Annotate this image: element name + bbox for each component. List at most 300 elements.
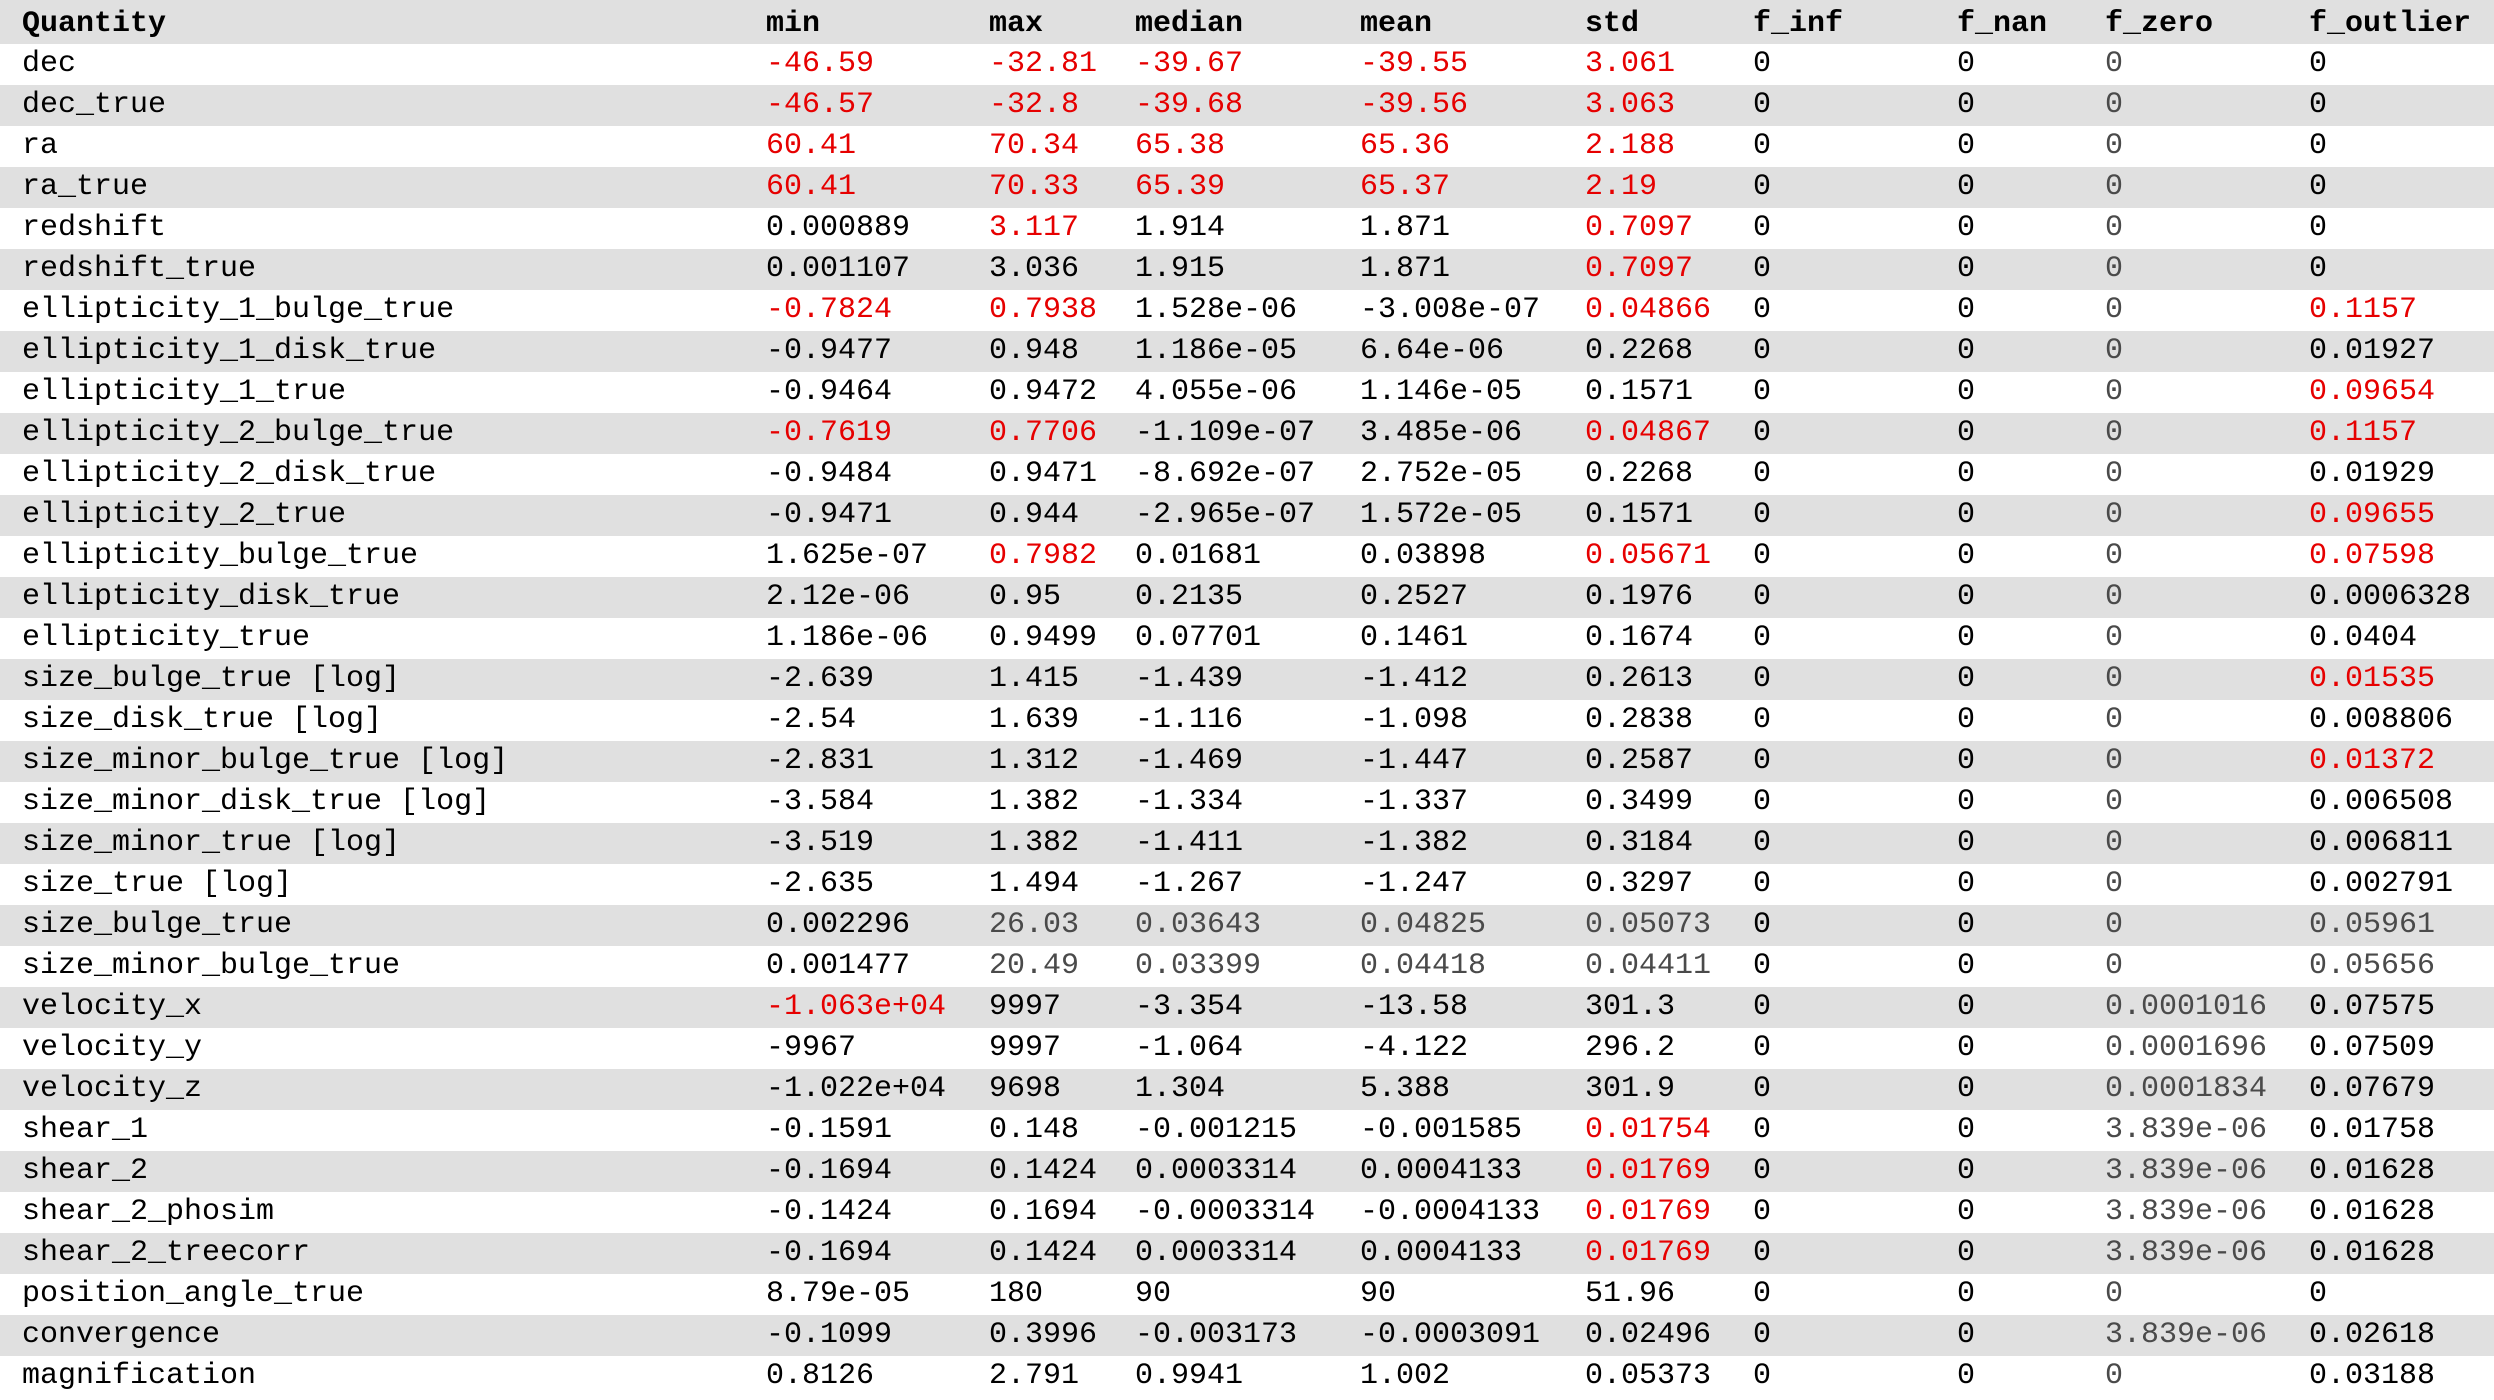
cell-mean: 65.36 [1360,129,1451,163]
cell-median: -39.68 [1135,88,1244,122]
cell-f-nan: 0 [1957,498,1976,532]
table-row [0,454,2494,495]
table-row [0,126,2494,167]
table-row [0,495,2494,536]
table-row [0,1356,2494,1397]
cell-f-outlier: 0.0006328 [2309,580,2472,614]
cell-quantity: ellipticity_disk_true [22,580,401,614]
cell-f-zero: 0 [2105,908,2124,942]
cell-f-outlier: 0.01628 [2309,1154,2436,1188]
cell-median: 0.03399 [1135,949,1262,983]
cell-median: -1.411 [1135,826,1244,860]
header-median: median [1135,7,1244,41]
cell-f-zero: 0.0001016 [2105,990,2268,1024]
cell-min: -1.063e+04 [766,990,947,1024]
cell-max: 0.9471 [989,457,1098,491]
cell-quantity: ellipticity_2_true [22,498,347,532]
header-f-nan: f_nan [1957,7,2048,41]
cell-std: 0.2613 [1585,662,1694,696]
cell-f-zero: 0 [2105,867,2124,901]
cell-f-zero: 0 [2105,785,2124,819]
cell-mean: 90 [1360,1277,1397,1311]
cell-median: 0.0003314 [1135,1154,1298,1188]
table-row [0,1110,2494,1151]
cell-std: 0.3499 [1585,785,1694,819]
cell-f-nan: 0 [1957,129,1976,163]
cell-median: 0.2135 [1135,580,1244,614]
cell-f-inf: 0 [1753,990,1772,1024]
cell-f-inf: 0 [1753,211,1772,245]
header-f-outlier: f_outlier [2309,7,2472,41]
cell-std: 0.01769 [1585,1236,1712,1270]
cell-min: -0.7619 [766,416,893,450]
cell-f-outlier: 0.09655 [2309,498,2436,532]
cell-median: 0.03643 [1135,908,1262,942]
cell-f-inf: 0 [1753,949,1772,983]
cell-f-zero: 3.839e-06 [2105,1195,2268,1229]
cell-f-zero: 0 [2105,1277,2124,1311]
cell-f-outlier: 0.01927 [2309,334,2436,368]
cell-f-nan: 0 [1957,539,1976,573]
table-row [0,536,2494,577]
cell-min: -46.59 [766,47,875,81]
cell-quantity: size_disk_true [log] [22,703,383,737]
cell-max: 0.9472 [989,375,1098,409]
cell-f-outlier: 0.1157 [2309,293,2418,327]
cell-median: -0.001215 [1135,1113,1298,1147]
cell-quantity: size_true [log] [22,867,293,901]
cell-median: -2.965e-07 [1135,498,1316,532]
cell-f-inf: 0 [1753,662,1772,696]
cell-median: 90 [1135,1277,1172,1311]
cell-f-inf: 0 [1753,1031,1772,1065]
cell-mean: 5.388 [1360,1072,1451,1106]
header-f-inf: f_inf [1753,7,1844,41]
cell-mean: 1.572e-05 [1360,498,1523,532]
cell-min: -0.9471 [766,498,893,532]
cell-min: -2.831 [766,744,875,778]
cell-max: 2.791 [989,1359,1080,1393]
cell-median: 1.304 [1135,1072,1226,1106]
cell-mean: -3.008e-07 [1360,293,1541,327]
cell-f-inf: 0 [1753,1236,1772,1270]
cell-f-zero: 3.839e-06 [2105,1236,2268,1270]
cell-f-outlier: 0.01758 [2309,1113,2436,1147]
cell-f-inf: 0 [1753,744,1772,778]
cell-max: 1.382 [989,826,1080,860]
cell-f-nan: 0 [1957,662,1976,696]
cell-mean: -1.098 [1360,703,1469,737]
cell-f-outlier: 0.03188 [2309,1359,2436,1393]
table-row [0,208,2494,249]
cell-max: 1.415 [989,662,1080,696]
cell-max: 1.639 [989,703,1080,737]
cell-f-nan: 0 [1957,1277,1976,1311]
cell-std: 0.7097 [1585,211,1694,245]
cell-min: 1.625e-07 [766,539,929,573]
table-row [0,85,2494,126]
cell-f-inf: 0 [1753,170,1772,204]
cell-std: 0.1674 [1585,621,1694,655]
cell-std: 3.061 [1585,47,1676,81]
cell-f-inf: 0 [1753,1318,1772,1352]
cell-f-inf: 0 [1753,908,1772,942]
cell-f-zero: 3.839e-06 [2105,1113,2268,1147]
cell-max: 9698 [989,1072,1062,1106]
cell-f-zero: 0 [2105,129,2124,163]
table-row [0,700,2494,741]
table-row [0,1151,2494,1192]
table-row [0,1028,2494,1069]
cell-max: 9997 [989,1031,1062,1065]
cell-f-zero: 0 [2105,498,2124,532]
cell-mean: -0.001585 [1360,1113,1523,1147]
cell-min: 60.41 [766,170,857,204]
cell-f-zero: 0 [2105,457,2124,491]
cell-f-inf: 0 [1753,334,1772,368]
cell-max: 0.7706 [989,416,1098,450]
cell-min: 0.002296 [766,908,911,942]
cell-mean: 0.04825 [1360,908,1487,942]
cell-min: -2.639 [766,662,875,696]
cell-std: 0.05671 [1585,539,1712,573]
cell-max: 20.49 [989,949,1080,983]
cell-f-nan: 0 [1957,826,1976,860]
cell-f-nan: 0 [1957,580,1976,614]
table-row [0,864,2494,905]
cell-mean: -1.447 [1360,744,1469,778]
cell-mean: 1.146e-05 [1360,375,1523,409]
cell-f-outlier: 0.05656 [2309,949,2436,983]
cell-median: -1.267 [1135,867,1244,901]
cell-max: 0.95 [989,580,1062,614]
cell-min: 0.8126 [766,1359,875,1393]
cell-max: 0.7982 [989,539,1098,573]
cell-std: 0.2587 [1585,744,1694,778]
cell-min: -46.57 [766,88,875,122]
cell-median: -0.0003314 [1135,1195,1316,1229]
cell-quantity: dec_true [22,88,167,122]
cell-quantity: size_minor_disk_true [log] [22,785,491,819]
cell-f-inf: 0 [1753,580,1772,614]
cell-max: 70.34 [989,129,1080,163]
cell-median: -1.064 [1135,1031,1244,1065]
cell-median: -3.354 [1135,990,1244,1024]
cell-std: 0.2838 [1585,703,1694,737]
table-row [0,1192,2494,1233]
cell-mean: -1.382 [1360,826,1469,860]
cell-quantity: shear_2 [22,1154,149,1188]
cell-quantity: shear_2_treecorr [22,1236,311,1270]
cell-f-nan: 0 [1957,88,1976,122]
cell-f-nan: 0 [1957,908,1976,942]
cell-max: 0.944 [989,498,1080,532]
cell-mean: -1.247 [1360,867,1469,901]
cell-std: 0.04867 [1585,416,1712,450]
cell-max: 1.312 [989,744,1080,778]
cell-f-nan: 0 [1957,785,1976,819]
cell-f-inf: 0 [1753,1195,1772,1229]
cell-min: -3.519 [766,826,875,860]
table-row [0,372,2494,413]
cell-mean: 0.2527 [1360,580,1469,614]
cell-f-outlier: 0.07509 [2309,1031,2436,1065]
cell-f-zero: 0 [2105,88,2124,122]
cell-max: 0.9499 [989,621,1098,655]
table-header [0,0,2494,44]
cell-mean: -0.0003091 [1360,1318,1541,1352]
cell-std: 3.063 [1585,88,1676,122]
table-row [0,413,2494,454]
cell-quantity: magnification [22,1359,257,1393]
cell-f-nan: 0 [1957,1195,1976,1229]
cell-quantity: redshift_true [22,252,257,286]
cell-median: 65.39 [1135,170,1226,204]
cell-std: 301.3 [1585,990,1676,1024]
cell-f-inf: 0 [1753,1113,1772,1147]
cell-min: 0.001477 [766,949,911,983]
cell-f-inf: 0 [1753,252,1772,286]
cell-median: 65.38 [1135,129,1226,163]
cell-f-outlier: 0.07598 [2309,539,2436,573]
cell-f-outlier: 0.0404 [2309,621,2418,655]
cell-mean: -4.122 [1360,1031,1469,1065]
header-min: min [766,7,821,41]
cell-quantity: ra [22,129,59,163]
table-row [0,987,2494,1028]
cell-std: 0.2268 [1585,457,1694,491]
table-row [0,782,2494,823]
cell-min: -0.1694 [766,1154,893,1188]
cell-f-nan: 0 [1957,1236,1976,1270]
cell-max: -32.81 [989,47,1098,81]
cell-std: 0.01769 [1585,1154,1712,1188]
cell-max: 1.494 [989,867,1080,901]
cell-quantity: ellipticity_bulge_true [22,539,419,573]
cell-f-zero: 0 [2105,252,2124,286]
cell-std: 2.19 [1585,170,1658,204]
cell-f-zero: 0 [2105,949,2124,983]
table-row [0,659,2494,700]
cell-f-zero: 0 [2105,744,2124,778]
cell-f-outlier: 0.07575 [2309,990,2436,1024]
cell-f-nan: 0 [1957,1318,1976,1352]
cell-min: 60.41 [766,129,857,163]
cell-median: -1.334 [1135,785,1244,819]
cell-f-zero: 0.0001834 [2105,1072,2268,1106]
cell-max: 0.1424 [989,1236,1098,1270]
cell-std: 0.1976 [1585,580,1694,614]
cell-f-nan: 0 [1957,1072,1976,1106]
cell-f-outlier: 0.01535 [2309,662,2436,696]
cell-quantity: redshift [22,211,167,245]
cell-f-zero: 0 [2105,211,2124,245]
cell-f-outlier: 0.006811 [2309,826,2454,860]
table-row [0,1069,2494,1110]
table-row [0,167,2494,208]
cell-quantity: velocity_x [22,990,203,1024]
cell-f-nan: 0 [1957,375,1976,409]
cell-f-zero: 0.0001696 [2105,1031,2268,1065]
cell-f-nan: 0 [1957,170,1976,204]
cell-quantity: dec [22,47,77,81]
cell-mean: -0.0004133 [1360,1195,1541,1229]
cell-f-nan: 0 [1957,744,1976,778]
cell-f-outlier: 0.008806 [2309,703,2454,737]
cell-mean: -39.56 [1360,88,1469,122]
cell-median: -1.109e-07 [1135,416,1316,450]
table-row [0,577,2494,618]
cell-max: 180 [989,1277,1044,1311]
cell-f-inf: 0 [1753,457,1772,491]
cell-f-nan: 0 [1957,47,1976,81]
cell-max: 0.3996 [989,1318,1098,1352]
cell-min: -0.1591 [766,1113,893,1147]
cell-quantity: convergence [22,1318,221,1352]
cell-f-inf: 0 [1753,703,1772,737]
cell-f-nan: 0 [1957,949,1976,983]
cell-median: -1.469 [1135,744,1244,778]
cell-std: 0.01754 [1585,1113,1712,1147]
cell-median: -8.692e-07 [1135,457,1316,491]
cell-f-zero: 0 [2105,375,2124,409]
cell-mean: 0.03898 [1360,539,1487,573]
cell-f-zero: 3.839e-06 [2105,1318,2268,1352]
cell-f-outlier: 0.002791 [2309,867,2454,901]
cell-f-inf: 0 [1753,88,1772,122]
cell-f-inf: 0 [1753,1277,1772,1311]
cell-min: -2.54 [766,703,857,737]
cell-min: -0.1694 [766,1236,893,1270]
cell-max: 3.117 [989,211,1080,245]
cell-f-inf: 0 [1753,47,1772,81]
header-quantity: Quantity [22,7,167,41]
cell-std: 0.04866 [1585,293,1712,327]
table-row [0,249,2494,290]
cell-f-nan: 0 [1957,457,1976,491]
cell-std: 0.1571 [1585,498,1694,532]
cell-median: 1.186e-05 [1135,334,1298,368]
cell-std: 301.9 [1585,1072,1676,1106]
cell-f-inf: 0 [1753,1359,1772,1393]
cell-max: 3.036 [989,252,1080,286]
cell-quantity: shear_1 [22,1113,149,1147]
cell-f-inf: 0 [1753,1072,1772,1106]
cell-std: 0.1571 [1585,375,1694,409]
cell-min: -2.635 [766,867,875,901]
cell-f-zero: 0 [2105,703,2124,737]
cell-median: 1.528e-06 [1135,293,1298,327]
cell-f-zero: 0 [2105,334,2124,368]
cell-f-outlier: 0.01628 [2309,1195,2436,1229]
table-row [0,44,2494,85]
cell-min: -0.9464 [766,375,893,409]
cell-quantity: size_minor_bulge_true [22,949,401,983]
cell-f-inf: 0 [1753,375,1772,409]
cell-f-zero: 0 [2105,621,2124,655]
cell-f-outlier: 0 [2309,129,2328,163]
cell-max: 1.382 [989,785,1080,819]
cell-f-outlier: 0.006508 [2309,785,2454,819]
table-row [0,290,2494,331]
cell-std: 0.01769 [1585,1195,1712,1229]
header-max: max [989,7,1044,41]
cell-f-nan: 0 [1957,621,1976,655]
cell-f-zero: 0 [2105,826,2124,860]
cell-f-inf: 0 [1753,1154,1772,1188]
cell-mean: 6.64e-06 [1360,334,1505,368]
cell-mean: 1.002 [1360,1359,1451,1393]
cell-std: 0.7097 [1585,252,1694,286]
cell-f-outlier: 0.05961 [2309,908,2436,942]
cell-f-inf: 0 [1753,293,1772,327]
cell-f-nan: 0 [1957,334,1976,368]
cell-quantity: ra_true [22,170,149,204]
cell-f-inf: 0 [1753,621,1772,655]
cell-f-inf: 0 [1753,498,1772,532]
cell-quantity: velocity_y [22,1031,203,1065]
cell-quantity: ellipticity_true [22,621,311,655]
cell-f-outlier: 0.09654 [2309,375,2436,409]
cell-f-outlier: 0.01372 [2309,744,2436,778]
cell-quantity: shear_2_phosim [22,1195,275,1229]
cell-f-zero: 0 [2105,539,2124,573]
table-row [0,823,2494,864]
cell-f-outlier: 0 [2309,1277,2328,1311]
header-mean: mean [1360,7,1433,41]
cell-max: -32.8 [989,88,1080,122]
cell-mean: 1.871 [1360,252,1451,286]
cell-f-nan: 0 [1957,293,1976,327]
cell-std: 0.04411 [1585,949,1712,983]
cell-f-outlier: 0.07679 [2309,1072,2436,1106]
cell-mean: 65.37 [1360,170,1451,204]
cell-min: 2.12e-06 [766,580,911,614]
header-f-zero: f_zero [2105,7,2214,41]
cell-min: -0.9484 [766,457,893,491]
cell-mean: 0.0004133 [1360,1236,1523,1270]
cell-f-zero: 0 [2105,47,2124,81]
cell-quantity: size_bulge_true [22,908,293,942]
cell-std: 0.3297 [1585,867,1694,901]
table-row [0,741,2494,782]
cell-f-outlier: 0.1157 [2309,416,2418,450]
cell-f-nan: 0 [1957,1359,1976,1393]
table-row [0,331,2494,372]
cell-median: 0.07701 [1135,621,1262,655]
cell-mean: 2.752e-05 [1360,457,1523,491]
cell-std: 0.3184 [1585,826,1694,860]
cell-f-nan: 0 [1957,703,1976,737]
cell-std: 0.02496 [1585,1318,1712,1352]
cell-std: 2.188 [1585,129,1676,163]
cell-median: -39.67 [1135,47,1244,81]
cell-quantity: size_minor_true [log] [22,826,401,860]
table-row [0,1233,2494,1274]
cell-quantity: velocity_z [22,1072,203,1106]
cell-std: 0.2268 [1585,334,1694,368]
cell-std: 0.05073 [1585,908,1712,942]
cell-mean: 1.871 [1360,211,1451,245]
cell-min: -0.1099 [766,1318,893,1352]
cell-quantity: ellipticity_1_true [22,375,347,409]
cell-min: 0.000889 [766,211,911,245]
cell-quantity: ellipticity_2_bulge_true [22,416,455,450]
cell-min: 1.186e-06 [766,621,929,655]
cell-min: -0.1424 [766,1195,893,1229]
cell-f-outlier: 0 [2309,170,2328,204]
cell-f-outlier: 0 [2309,47,2328,81]
